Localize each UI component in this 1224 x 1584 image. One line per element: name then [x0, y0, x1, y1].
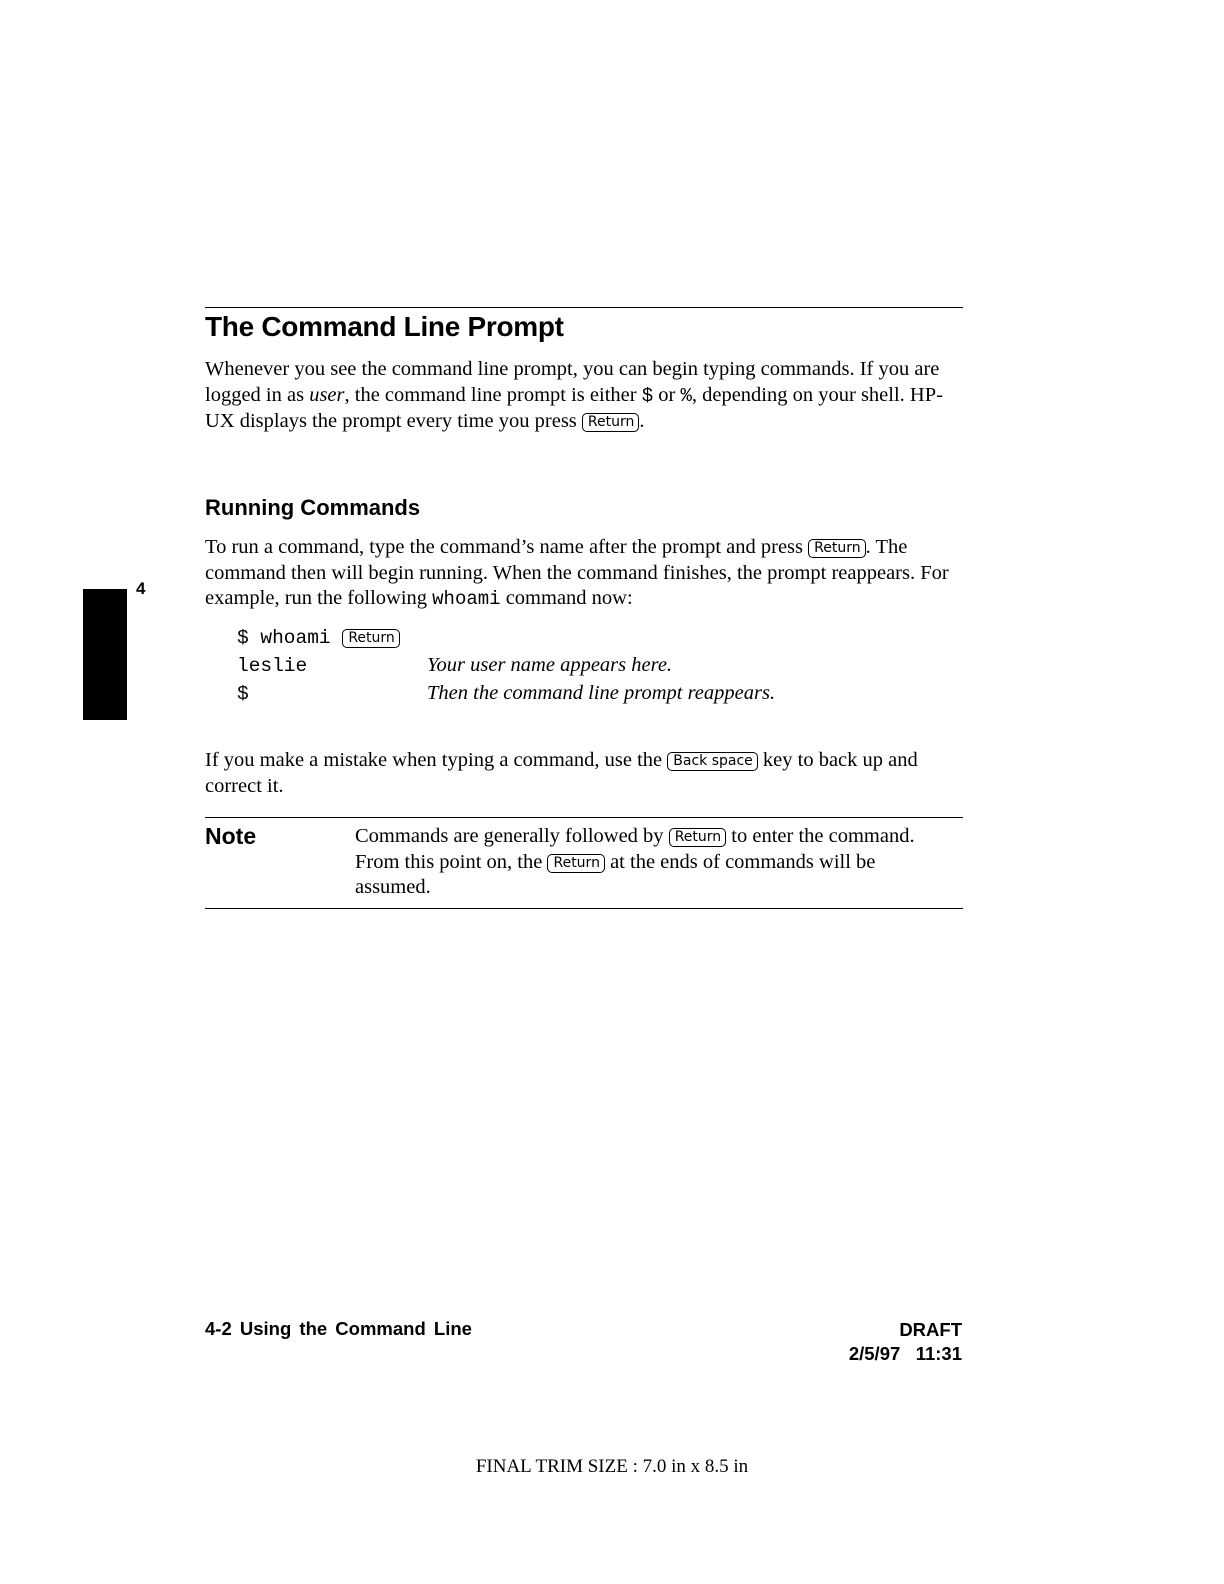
return-key: Return — [342, 629, 399, 648]
subsection-title: Running Commands — [205, 495, 421, 520]
dollar-prompt: $ — [641, 384, 654, 407]
whoami-command: whoami — [432, 588, 501, 610]
example-line-1 — [237, 627, 400, 649]
intro-text: Whenever you see the command line prompt, you can begin typing commands. If you are logged in as — [205, 358, 940, 406]
note-bottom-rule — [205, 908, 963, 909]
note-top-rule — [205, 817, 963, 818]
intro-text: or — [653, 383, 681, 406]
return-key: Return — [808, 539, 865, 558]
footer-draft-stamp — [849, 1318, 962, 1366]
draft-date: 2/5/97 — [848, 1343, 901, 1364]
note-text-part: to enter the command. From this point on, the — [355, 825, 915, 873]
intro-text: , depending on your shell. HP-UX displays the prompt every time you press — [205, 383, 943, 432]
section-title: The Command Line Prompt — [205, 311, 564, 342]
mistake-paragraph — [205, 748, 965, 799]
intro-text: , the command line prompt is either — [344, 383, 642, 406]
footer-page-label: 4-2 Using the Command Line — [205, 1318, 472, 1339]
user-term: user — [309, 383, 345, 406]
back-space-key: Back space — [667, 752, 758, 771]
running-text: To run a command, type the command’s name after the prompt and press — [205, 536, 809, 558]
note-text-part: at the ends of commands will be assumed. — [355, 850, 876, 898]
intro-paragraph — [205, 357, 965, 435]
note-text — [355, 824, 955, 901]
mistake-text: key to back up and correct it. — [205, 749, 918, 797]
example-prompt: $ — [237, 683, 249, 705]
top-rule — [205, 307, 963, 308]
return-key: Return — [547, 854, 604, 873]
return-key: Return — [669, 828, 726, 847]
running-text: . The command then will begin running. When the command finishes, the prompt reappears. For example, run the following — [205, 536, 949, 609]
draft-label: DRAFT — [899, 1319, 962, 1340]
running-text: command now: — [500, 587, 633, 609]
return-key: Return — [582, 413, 639, 432]
example-comment-1: Your user name appears here. — [427, 654, 673, 676]
intro-text: . — [639, 410, 645, 432]
chapter-number: 4 — [136, 579, 146, 598]
draft-datetime — [849, 1342, 962, 1366]
trim-size-note: FINAL TRIM SIZE : 7.0 in x 8.5 in — [475, 1456, 749, 1477]
example-command: $ whoami — [237, 627, 331, 649]
note-label: Note — [205, 823, 257, 849]
note-text-part: Commands are generally followed by — [355, 825, 669, 847]
running-paragraph — [205, 535, 965, 613]
percent-prompt: % — [680, 384, 692, 407]
mistake-text: If you make a mistake when typing a command, use the — [205, 749, 668, 771]
chapter-tab-marker — [83, 589, 127, 720]
example-comment-2: Then the command line prompt reappears. — [427, 682, 776, 704]
draft-time: 11:31 — [915, 1343, 962, 1364]
example-output: leslie — [237, 655, 308, 677]
